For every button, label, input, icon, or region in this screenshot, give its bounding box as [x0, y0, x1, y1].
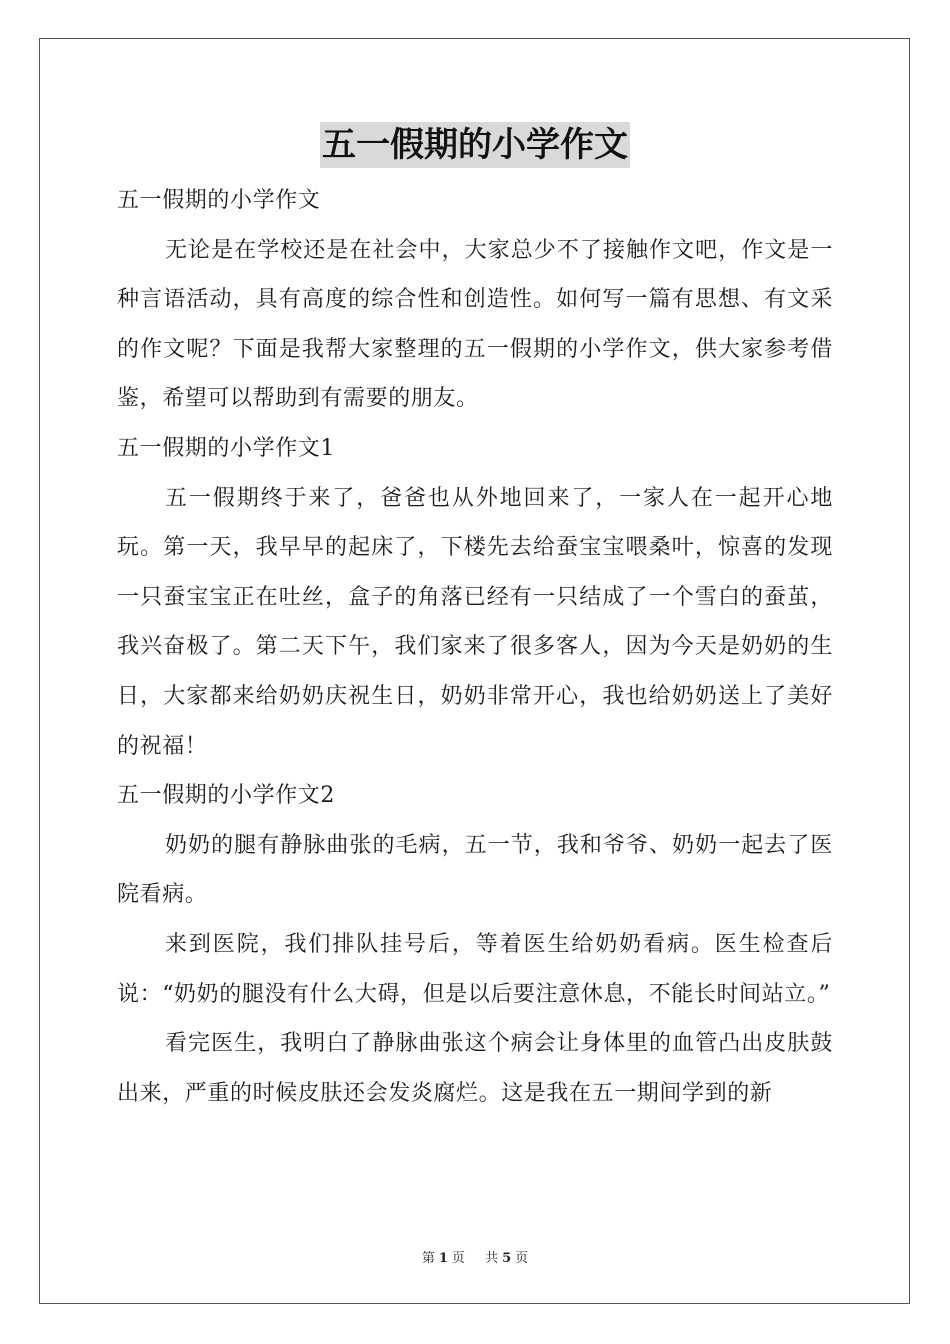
page-prefix: 第: [421, 1251, 435, 1266]
page-suffix: 页: [451, 1251, 465, 1266]
page-number: 1: [438, 1251, 448, 1266]
paragraph: 五一假期终于来了，爸爸也从外地回来了，一家人在一起开心地玩。第一天，我早早的起床了，下楼先去给蚕宝宝喂桑叶，惊喜的发现一只蚕宝宝正在吐丝，盒子的角落已经有一只结成了一个雪白的蚕茧，我兴奋极了。第二天下午，我们家来了很多客人，因为今天是奶奶的生日，大家都来给奶奶庆祝生日，奶奶非常开心，我也给奶奶送上了美好的祝福！: [117, 485, 833, 759]
paragraph: 无论是在学校还是在社会中，大家总少不了接触作文吧，作文是一种言语活动，具有高度的综合性和创造性。如何写一篇有思想、有文采的作文呢？下面是我帮大家整理的五一假期的小学作文，供大家参考借鉴，希望可以帮助到有需要的朋友。: [117, 237, 833, 412]
total-pages-indicator: [481, 1251, 532, 1266]
paragraph: 来到医院，我们排队挂号后，等着医生给奶奶看病。医生检查后说：“奶奶的腿没有什么大碍，但是以后要注意休息，不能长时间站立。”: [117, 931, 833, 1007]
page-indicator: [418, 1251, 469, 1266]
section-heading: 五一假期的小学作文1: [117, 435, 335, 461]
document-title: 五一假期的小学作文: [320, 122, 630, 168]
title-container: [0, 122, 950, 168]
total-pages: 5: [502, 1251, 512, 1266]
document-body: [117, 176, 833, 1118]
page-footer: [0, 1247, 950, 1266]
paragraph: 奶奶的腿有静脉曲张的毛病，五一节，我和爷爷、奶奶一起去了医院看病。: [117, 832, 833, 908]
total-prefix: 共: [485, 1251, 499, 1266]
total-suffix: 页: [515, 1251, 529, 1266]
section-heading: 五一假期的小学作文: [117, 188, 321, 213]
paragraph: 看完医生，我明白了静脉曲张这个病会让身体里的血管凸出皮肤鼓出来，严重的时候皮肤还会发炎腐烂。这是我在五一期间学到的新: [117, 1031, 833, 1106]
section-heading: 五一假期的小学作文2: [117, 783, 335, 809]
